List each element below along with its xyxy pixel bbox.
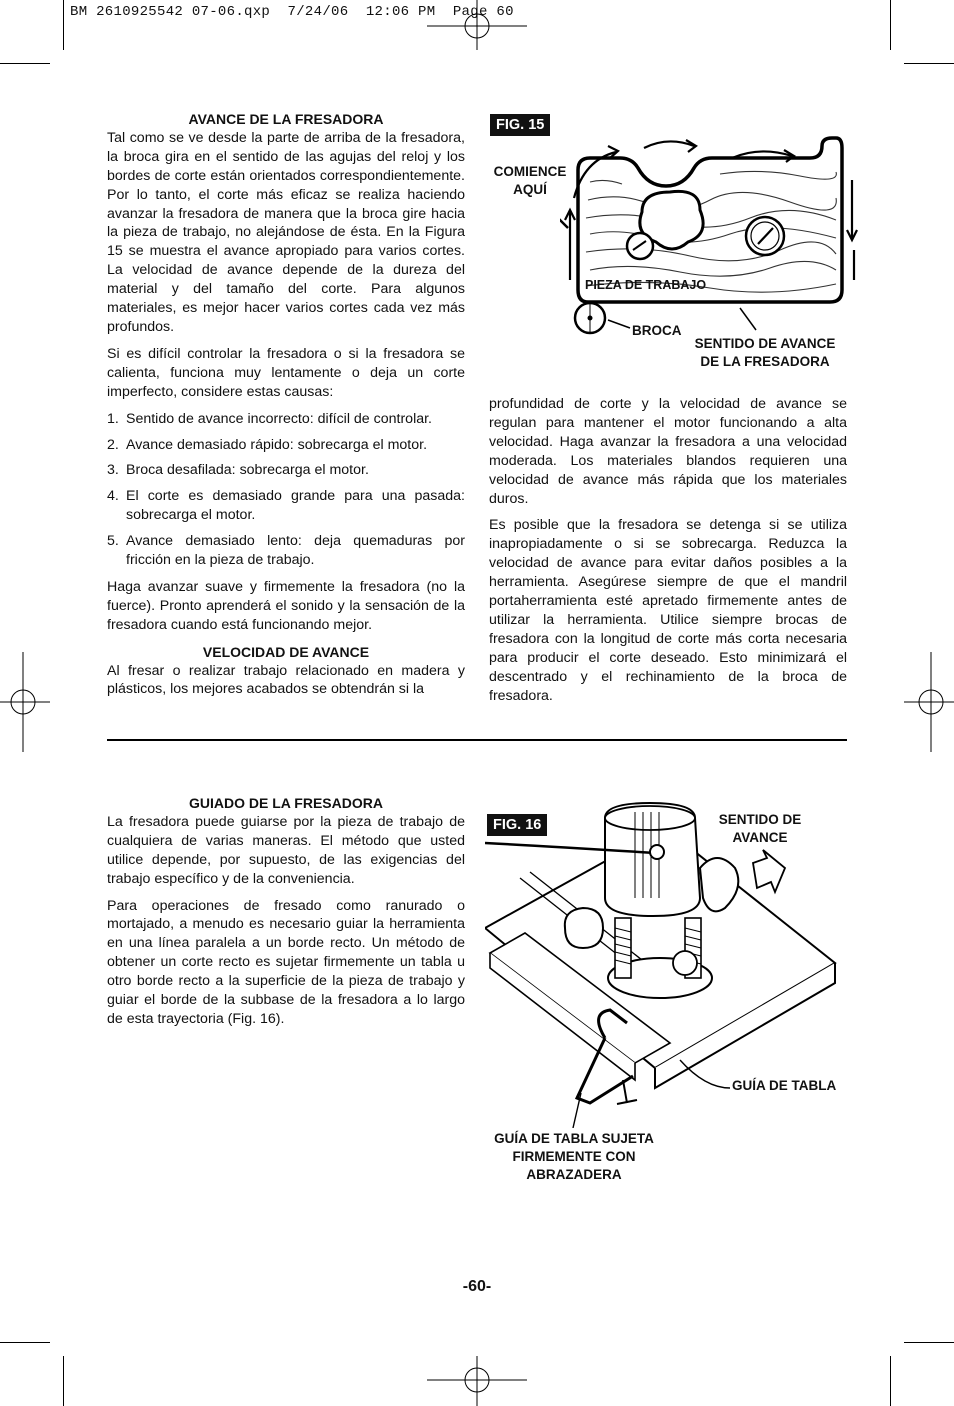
crop-mark	[904, 63, 954, 64]
crop-mark	[63, 0, 64, 50]
fig15-callout-broca: BROCA	[632, 323, 682, 338]
paragraph: Haga avanzar suave y firmemente la fresadora (no la fuerce). Pronto aprenderá el sonido y la sensación de la fresadora cuando está funcionando mejor.	[107, 578, 465, 633]
section-heading-avance: AVANCE DE LA FRESADORA	[188, 111, 384, 127]
paragraph: Al fresar o realizar trabajo relacionado en madera y plásticos, los mejores acabados se obtendrán si la	[107, 662, 465, 698]
list-item: 1. Sentido de avance incorrecto: difícil de controlar.	[107, 410, 432, 427]
paragraph: La fresadora puede guiarse por la pieza de trabajo de cualquiera de varias maneras. El método que usted utilice depende, por supuesto, de las exigencias del trabajo específico y de la conveniencia.	[107, 813, 465, 887]
left-column-upper	[107, 110, 465, 707]
list-item: 3. Broca desafilada: sobrecarga el motor.	[107, 462, 369, 479]
fig16-label: FIG. 16	[487, 814, 547, 836]
list-item: 2. Avance demasiado rápido: sobrecarga el motor.	[107, 436, 428, 453]
crop-mark	[904, 1342, 954, 1343]
crop-mark	[0, 63, 50, 64]
section-heading-guiado: GUIADO DE LA FRESADORA	[189, 795, 383, 811]
fig16-callout-sujeta: GUÍA DE TABLA SUJETA FIRMEMENTE CON ABRAZADERA	[494, 1131, 654, 1182]
registration-mark-bottom	[427, 1356, 527, 1406]
paragraph: Para operaciones de fresado como ranurado o mortajado, a menudo es necesario guiar la herramienta en una línea paralela a un borde recto. Un método de obtener un corte recto es sujetar firmemente un tabla u otro borde recto a la superficie de la pieza de trabajo y guiar el borde de la subbase de la fresadora a lo largo de esta trayectoria (Fig. 16).	[107, 897, 465, 1027]
fig15-illustration	[560, 130, 860, 350]
paragraph: Es posible que la fresadora se detenga si se utiliza inapropiadamente o si se sobrecarga. Reduzca la velocidad de avance para evitar daños posibles a la herramienta. Asegúrese siempre de que el mandril portaherramienta esté apretado firmemente antes de utilizar la herramienta. Utilice siempre brocas de fresadora con la longitud de corte más corta necesaria para producir el corte deseado. Esto minimizará el descentrado y el rechinamiento de la broca de fresadora.	[489, 517, 847, 704]
wood-grain	[586, 171, 836, 292]
registration-mark-left	[0, 652, 50, 752]
feed-arrows	[565, 140, 857, 280]
paragraph: Si es difícil controlar la fresadora o si la fresadora se calienta, funciona muy lentamente o deja un corte imperfecto, considere estas causas:	[107, 345, 465, 400]
fig16-callout-sentido: SENTIDO DE AVANCE	[718, 812, 802, 845]
print-slug: BM 2610925542 07-06.qxp 7/24/06 12:06 PM Page 60	[70, 4, 514, 20]
crop-mark	[63, 1356, 64, 1406]
paragraph: Tal como se ve desde la parte de arriba de la fresadora, la broca gira en el sentido de las agujas del reloj y los bordes de corte están orientados correspondientemente. Por lo tanto, el corte más eficaz se realiza haciendo avanzar la fresadora de manera que la broca gire hacia la pieza de trabajo, no alejándose de ésta. En la Figura 15 se muestra el avance apropiado para varios cortes. La velocidad de avance depende de la dureza del material y del tamaño del corte. Para algunos materiales, es mejor hacer varios cortes cada vez más profundos.	[107, 129, 465, 335]
crop-mark	[0, 1342, 50, 1343]
fig15-label: FIG. 15	[490, 114, 550, 136]
section-heading-velocidad: VELOCIDAD DE AVANCE	[202, 643, 370, 660]
causes-list	[107, 410, 465, 570]
page-number: -60-	[462, 1278, 492, 1295]
fig15-callout-comience: COMIENCE AQUÍ	[493, 164, 567, 197]
right-column-upper	[489, 395, 847, 714]
crop-mark	[890, 0, 891, 50]
registration-mark-right	[904, 652, 954, 752]
crop-mark	[890, 1356, 891, 1406]
fig15-callout-sentido: SENTIDO DE AVANCE DE LA FRESADORA	[694, 336, 836, 369]
fig16-callout-guia: GUÍA DE TABLA	[732, 1078, 837, 1093]
left-column-lower	[107, 794, 465, 1037]
fig15-callout-pieza: PIEZA DE TRABAJO	[585, 278, 707, 292]
registration-mark-top	[427, 0, 527, 50]
list-item: 4. El corte es demasiado grande para una pasada: sobrecarga el motor.	[107, 488, 465, 524]
paragraph: profundidad de corte y la velocidad de avance se regulan para mantener el motor funcionando a alta velocidad. Haga avanzar la fresadora a una velocidad moderada. Los materiales blandos requieren una velocidad de avance más rápida que los materiales duros.	[489, 396, 847, 507]
list-item: 5. Avance demasiado lento: deja quemaduras por fricción en la pieza de trabajo.	[107, 533, 465, 569]
section-divider	[107, 739, 847, 741]
